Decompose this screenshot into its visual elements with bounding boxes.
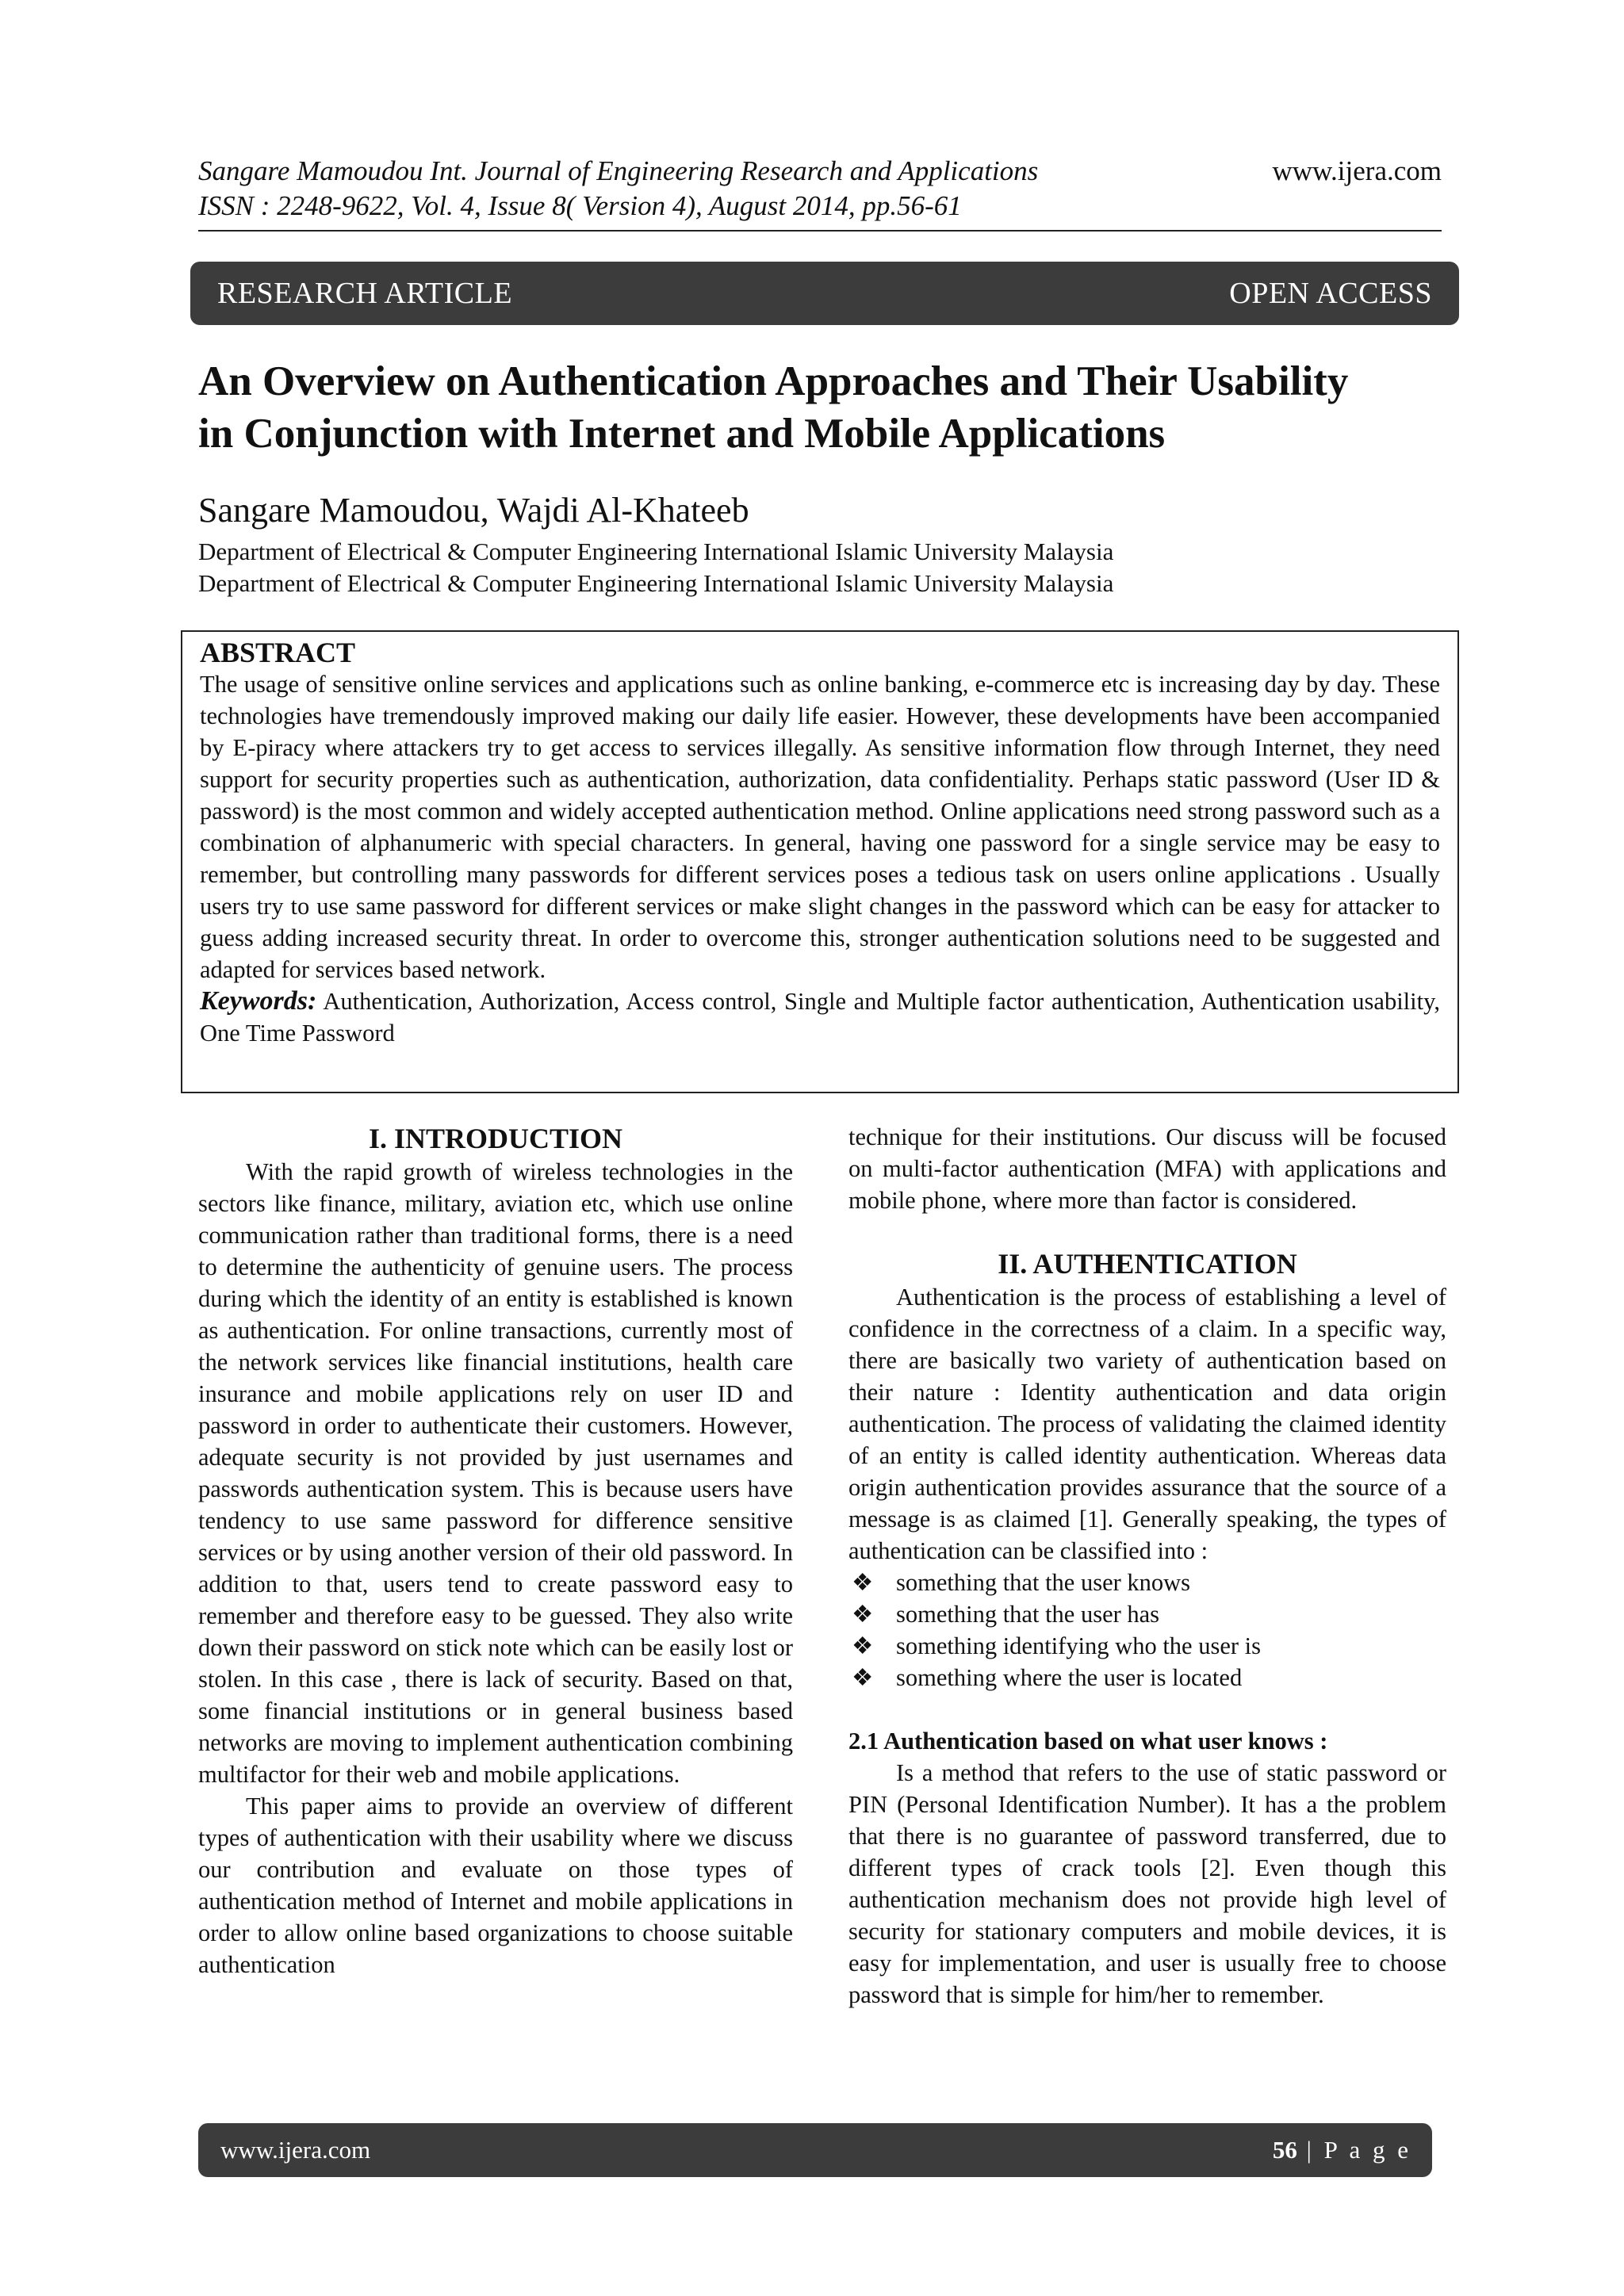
subsection-paragraph: Is a method that refers to the use of static password or PIN (Personal Identification Number). It has a the problem that there is no guarantee of password transferred, due to different types of crack tools [2]. Even though this authentication mechanism does not provide high level of security for stationary computers and mobile devices, it is easy for implementation, and user is usually free to choose password that is simple for him/her to remember. <box>848 1759 1446 2008</box>
abstract-text: The usage of sensitive online services and applications such as online banking, e-commerce etc is increasing day by day. These technologies have tremendously improved making our daily life easier. However, these developments have been accompanied by E-piracy where attackers try to get access to services illegally. As sensitive information flow through Internet, they need support for security properties such as authentication, authorization, data confidentiality. Perhaps static password (User ID & password) is the most common and widely accepted authentication method. Online applications need strong password such as a combination of alphanumeric with special characters. In general, having one password for a single service may be easy to remember, but controlling many passwords for different services poses a tedious task on users online applications . Usually users try to use same password for different services or make slight changes in the password which can be easy for attacker to guess adding increased security threat. In order to overcome this, stronger authentication solutions need to be suggested and adapted for services based network. <box>200 671 1440 983</box>
diamond-bullet-icon: ❖ <box>852 1601 874 1628</box>
authentication-paragraph: Authentication is the process of establishing a level of confidence in the correctness of a claim. In a specific way, there are basically two variety of authentication based on their nature : Identity authentication and data origin authentication. The process of validating the claimed identity of an entity is called identity authentication. Whereas data origin authentication provides assurance that the source of a message is as claimed [1]. Generally speaking, the types of authentication can be classified into : <box>848 1284 1446 1564</box>
abstract-box <box>181 630 1459 1093</box>
section-heading-authentication: II. AUTHENTICATION <box>998 1248 1297 1280</box>
author-list: Sangare Mamoudou, Wajdi Al-Khateeb <box>198 491 749 530</box>
page-number: 56 <box>1272 2136 1297 2164</box>
diamond-bullet-icon: ❖ <box>852 1632 874 1659</box>
right-column <box>848 1121 1446 2011</box>
keywords <box>200 985 1440 1049</box>
affiliation-2: Department of Electrical & Computer Engineering International Islamic University Malaysia <box>198 569 1114 597</box>
diamond-bullet-icon: ❖ <box>852 1664 874 1691</box>
left-column <box>198 1121 793 1980</box>
paper-title <box>198 355 1443 460</box>
footer-url[interactable]: www.ijera.com <box>220 2136 371 2164</box>
running-header <box>198 154 1442 232</box>
issn-line: ISSN : 2248-9622, Vol. 4, Issue 8( Version 4), August 2014, pp.56-61 <box>198 190 962 221</box>
banner-open-access: OPEN ACCESS <box>1229 277 1432 310</box>
abstract-heading: ABSTRACT <box>200 637 356 668</box>
affiliation-1: Department of Electrical & Computer Engineering International Islamic University Malaysia <box>198 538 1114 565</box>
section-heading-introduction: I. INTRODUCTION <box>368 1123 623 1154</box>
list-item: ❖ something that the user has <box>848 1598 1446 1630</box>
title-line-1: An Overview on Authentication Approaches and Their Usability <box>198 358 1349 404</box>
list-item: ❖ something where the user is located <box>848 1662 1446 1693</box>
authentication-types-list <box>848 1567 1446 1693</box>
journal-line: Sangare Mamoudou Int. Journal of Engineering Research and Applications <box>198 155 1039 186</box>
list-item: ❖ something that the user knows <box>848 1567 1446 1598</box>
keywords-text: Authentication, Authorization, Access control, Single and Multiple factor authentication, Authentication usability, One Time Password <box>200 988 1440 1047</box>
diamond-bullet-icon: ❖ <box>852 1569 874 1596</box>
page-indicator <box>1273 2136 1411 2164</box>
article-banner <box>190 262 1459 325</box>
subsection-heading-2-1: 2.1 Authentication based on what user knows : <box>848 1728 1328 1755</box>
title-line-2: in Conjunction with Internet and Mobile Applications <box>198 411 1166 457</box>
page-footer <box>198 2123 1432 2177</box>
banner-research-article: RESEARCH ARTICLE <box>217 277 513 310</box>
intro-paragraph-2: This paper aims to provide an overview of different types of authentication with their usability where we discuss our contribution and evaluate on those types of authentication method of Internet and mobile applications in order to allow online based organizations to choose suitable authentication <box>198 1793 793 1978</box>
header-rule <box>198 230 1442 232</box>
intro-paragraph-3: technique for their institutions. Our discuss will be focused on multi-factor authentication (MFA) with applications and mobile phone, where more than factor is considered. <box>848 1123 1446 1214</box>
intro-paragraph-1: With the rapid growth of wireless technologies in the sectors like finance, military, aviation etc, which use online communication rather than traditional forms, there is a need to determine the authenticity of genuine users. The process during which the identity of an entity is established is known as authentication. For online transactions, currently most of the network services like financial institutions, health care insurance and mobile applications rely on user ID and password in order to authenticate their customers. However, adequate security is not provided by just usernames and passwords authentication system. This is because users have tendency to use same password for difference sensitive services or by using another version of their old password. In addition to that, users tend to create password easy to remember and therefore easy to be guessed. They also write down their password on stick note which can be easily lost or stolen. In this case , there is lack of security. Based on that, some financial institutions or in general business based networks are moving to implement authentication combining multifactor for their web and mobile applications. <box>198 1158 793 1788</box>
journal-url[interactable]: www.ijera.com <box>1272 155 1442 186</box>
page-label: | P a g e <box>1297 2136 1411 2164</box>
keywords-label: Keywords: <box>200 986 317 1016</box>
list-item: ❖ something identifying who the user is <box>848 1630 1446 1662</box>
